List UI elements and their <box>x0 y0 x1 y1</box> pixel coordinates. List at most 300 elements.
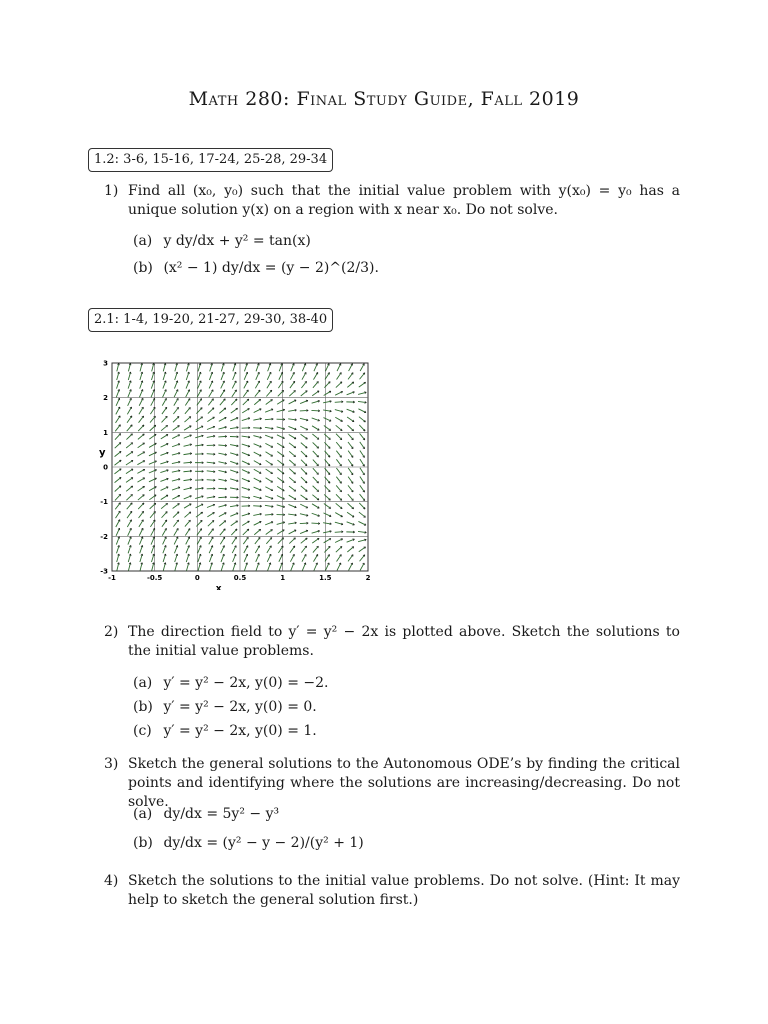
direction-arrow <box>127 520 131 527</box>
direction-arrow <box>244 546 248 553</box>
direction-arrow <box>139 389 142 397</box>
direction-arrow <box>255 537 260 544</box>
direction-arrow <box>184 426 191 430</box>
direction-arrow <box>312 495 319 500</box>
direction-arrow <box>336 451 341 458</box>
direction-arrow <box>313 468 319 474</box>
direction-arrow <box>336 503 342 508</box>
direction-arrow <box>358 409 366 413</box>
direction-arrow <box>254 478 261 482</box>
direction-arrow <box>325 554 330 561</box>
direction-arrow <box>127 416 132 423</box>
direction-arrow <box>347 512 354 517</box>
y-tick-label: 0 <box>103 463 108 472</box>
direction-arrow <box>242 470 250 473</box>
problem-4 <box>104 872 680 910</box>
direction-arrow <box>324 391 331 395</box>
direction-arrow <box>301 538 307 543</box>
direction-arrow <box>360 442 365 449</box>
direction-arrow <box>348 433 354 439</box>
direction-arrow <box>151 528 155 535</box>
direction-arrow <box>198 545 201 553</box>
problem-3 <box>104 755 680 812</box>
direction-arrow <box>314 364 317 372</box>
direction-arrow <box>232 537 237 544</box>
direction-arrow <box>126 486 133 491</box>
direction-arrow <box>149 487 156 491</box>
direction-arrow <box>209 381 213 389</box>
direction-arrow <box>348 373 353 380</box>
direction-arrow <box>220 529 225 535</box>
direction-arrow <box>313 372 317 379</box>
direction-arrow <box>219 417 226 421</box>
direction-arrow <box>139 511 144 518</box>
direction-arrow <box>360 468 365 475</box>
direction-arrow <box>116 528 119 536</box>
direction-arrow <box>138 443 145 448</box>
direction-arrow <box>359 417 366 422</box>
direction-arrow <box>220 390 224 397</box>
part-expression: dy/dx = (y² − y − 2)/(y² + 1) <box>163 835 364 851</box>
problem-text: Sketch the solutions to the initial value problems. Do not solve. (Hint: It may help to sketch the general solution first.) <box>128 873 680 908</box>
direction-arrow <box>289 451 295 456</box>
direction-arrow <box>162 416 168 422</box>
direction-arrow <box>126 469 133 474</box>
direction-arrow <box>173 520 178 527</box>
direction-arrow <box>277 400 284 404</box>
direction-arrow <box>161 495 168 499</box>
direction-arrow <box>360 450 365 457</box>
problem-2-part-b <box>133 698 317 716</box>
direction-arrow <box>149 434 156 439</box>
problem-2-part-c <box>133 722 317 740</box>
y-tick-label: -2 <box>100 532 108 541</box>
direction-arrow <box>126 460 133 465</box>
direction-arrow <box>149 470 157 473</box>
direction-arrow <box>266 390 272 396</box>
part-label: (b) <box>133 835 153 851</box>
direction-arrow <box>347 547 353 552</box>
direction-arrow <box>149 495 156 500</box>
direction-arrow <box>313 554 317 561</box>
direction-arrow <box>348 494 354 500</box>
direction-arrow <box>138 425 144 431</box>
direction-arrow <box>184 504 191 508</box>
direction-arrow <box>289 538 295 544</box>
direction-arrow <box>290 381 295 388</box>
direction-arrow <box>314 563 317 571</box>
direction-arrow <box>312 391 319 396</box>
direction-arrow <box>208 408 214 414</box>
direction-arrow <box>324 539 331 543</box>
direction-arrow <box>267 546 271 553</box>
direction-arrow <box>360 555 365 562</box>
direction-arrow <box>116 407 120 414</box>
direction-arrow <box>243 537 248 544</box>
direction-arrow <box>348 485 353 492</box>
part-label: (c) <box>133 723 152 739</box>
problem-text: Find all (x₀, y₀) such that the initial value problem with y(x₀) = y₀ has a unique solution y(x) on a region with x near x₀. Do not solve. <box>128 183 680 218</box>
direction-arrow <box>301 381 306 388</box>
part-expression: y′ = y² − 2x, y(0) = 1. <box>163 723 317 739</box>
direction-arrow <box>208 529 213 536</box>
direction-arrow <box>301 495 308 500</box>
direction-arrow <box>137 461 144 465</box>
direction-arrow <box>254 461 261 465</box>
direction-arrow <box>324 426 331 431</box>
direction-arrow <box>254 529 260 534</box>
direction-arrow <box>267 554 271 562</box>
direction-arrow <box>359 547 366 552</box>
part-label: (b) <box>133 260 153 276</box>
direction-arrow <box>161 434 168 438</box>
direction-arrow <box>149 443 156 447</box>
direction-arrow <box>115 477 122 482</box>
direction-arrow <box>162 520 167 527</box>
direction-arrow <box>126 494 132 500</box>
direction-arrow <box>173 504 180 509</box>
direction-arrow <box>349 364 353 371</box>
direction-arrow <box>336 425 342 430</box>
direction-arrow <box>151 398 155 405</box>
direction-arrow <box>323 418 331 422</box>
direction-arrow <box>266 529 273 534</box>
y-tick-label: -3 <box>100 567 108 576</box>
direction-arrow <box>301 391 307 396</box>
direction-arrow <box>323 513 331 517</box>
direction-arrow <box>277 452 284 457</box>
direction-arrow <box>151 537 154 545</box>
direction-arrow <box>360 459 365 466</box>
direction-arrow <box>116 520 120 527</box>
problem-1-part-b <box>133 259 379 277</box>
direction-arrow <box>348 468 353 475</box>
direction-arrow <box>277 435 285 439</box>
direction-arrow <box>313 486 319 492</box>
direction-arrow <box>127 511 132 518</box>
direction-arrow <box>348 477 353 484</box>
direction-arrow <box>126 434 132 440</box>
direction-arrow <box>139 407 143 414</box>
direction-arrow <box>289 390 295 396</box>
direction-arrow <box>139 537 142 545</box>
direction-arrow <box>197 537 201 544</box>
direction-arrow <box>149 478 157 482</box>
direction-arrow <box>289 443 296 448</box>
direction-arrow <box>162 407 167 414</box>
direction-arrow <box>174 528 178 535</box>
direction-arrow <box>359 425 365 431</box>
part-label: (a) <box>133 806 153 822</box>
direction-arrow <box>267 381 271 388</box>
direction-arrow <box>218 436 226 437</box>
direction-arrow <box>254 521 262 525</box>
direction-arrow <box>277 530 284 534</box>
direction-arrow <box>302 554 306 561</box>
direction-arrow <box>138 495 144 500</box>
direction-arrow <box>347 417 354 422</box>
direction-arrow <box>256 554 259 562</box>
direction-arrow <box>207 480 215 481</box>
problem-1-part-a <box>133 232 311 250</box>
direction-arrow <box>139 416 144 423</box>
direction-arrow <box>337 555 342 562</box>
direction-arrow <box>137 478 144 482</box>
part-label: (b) <box>133 699 153 715</box>
direction-arrow <box>244 381 248 388</box>
direction-arrow <box>301 451 307 457</box>
direction-arrow <box>208 520 214 526</box>
direction-arrow <box>115 442 121 448</box>
direction-arrow <box>336 468 341 475</box>
direction-arrow <box>174 398 178 405</box>
direction-arrow <box>255 546 259 553</box>
direction-arrow <box>255 390 260 397</box>
direction-arrow <box>277 460 284 465</box>
direction-arrow <box>359 503 365 509</box>
direction-arrow <box>207 454 215 455</box>
part-expression: (x² − 1) dy/dx = (y − 2)^(2/3). <box>163 260 379 276</box>
direction-arrow <box>254 399 260 404</box>
problem-number: 3) <box>104 756 119 772</box>
direction-arrow <box>139 520 143 527</box>
direction-arrow <box>290 372 294 379</box>
direction-arrow <box>336 477 341 484</box>
problem-text: Sketch the general solutions to the Autonomous ODE’s by finding the critical points and identifying where the solutions are increasing/decreasing. Do not solve. <box>128 756 680 810</box>
direction-arrow <box>290 554 294 561</box>
direction-arrow <box>197 390 201 397</box>
direction-arrow <box>137 469 144 473</box>
direction-arrow <box>301 468 307 474</box>
direction-arrow <box>232 390 237 397</box>
problem-number: 4) <box>104 873 119 889</box>
direction-arrow <box>173 407 178 414</box>
direction-arrow <box>289 469 295 475</box>
y-tick-label: 2 <box>103 394 108 403</box>
direction-arrow <box>289 486 296 491</box>
direction-arrow <box>360 364 364 371</box>
x-tick-label: 1.5 <box>319 574 332 582</box>
direction-arrow <box>221 546 225 554</box>
direction-arrow <box>184 512 190 517</box>
direction-arrow <box>126 443 133 448</box>
direction-arrow <box>336 459 341 466</box>
problem-3-part-b <box>133 834 364 852</box>
direction-arrow <box>289 477 295 482</box>
direction-arrow <box>277 496 285 500</box>
direction-arrow <box>196 504 204 508</box>
direction-arrow <box>312 504 319 508</box>
direction-arrow <box>360 476 365 483</box>
direction-arrow <box>348 459 353 466</box>
direction-arrow <box>335 513 342 517</box>
direction-arrow <box>115 434 121 440</box>
direction-arrow <box>313 460 319 466</box>
problem-2-part-a <box>133 674 329 692</box>
direction-arrow <box>115 486 121 492</box>
direction-arrow <box>265 443 272 447</box>
direction-arrow <box>116 398 119 406</box>
direction-arrow <box>161 503 167 508</box>
direction-arrow <box>208 399 213 406</box>
part-expression: y′ = y² − 2x, y(0) = 0. <box>163 699 317 715</box>
direction-arrow <box>301 443 307 448</box>
problem-text: The direction field to y′ = y² − 2x is plotted above. Sketch the solutions to the initial value problems. <box>128 624 680 659</box>
x-tick-label: 0.5 <box>233 574 247 582</box>
direction-arrow <box>348 442 353 449</box>
direction-arrow <box>277 469 284 474</box>
direction-arrow <box>185 520 190 526</box>
direction-arrow <box>126 478 133 483</box>
direction-arrow <box>231 521 238 526</box>
direction-arrow <box>289 435 296 439</box>
direction-arrow <box>209 537 213 544</box>
direction-arrow <box>254 452 261 456</box>
direction-arrow <box>207 512 214 517</box>
problem-3-part-a <box>133 805 279 823</box>
direction-arrow <box>336 485 341 491</box>
section-label-1-2: 1.2: 3-6, 15-16, 17-24, 25-28, 29-34 <box>88 148 333 172</box>
direction-arrow <box>116 416 121 423</box>
direction-arrow <box>209 390 213 397</box>
direction-arrow <box>185 407 190 413</box>
direction-arrow <box>301 434 308 439</box>
direction-arrow <box>266 537 272 543</box>
direction-arrow <box>173 416 179 422</box>
direction-arrow <box>325 364 329 372</box>
direction-arrow <box>359 382 366 387</box>
direction-arrow <box>127 503 132 509</box>
direction-arrow <box>313 442 319 448</box>
direction-arrow <box>313 546 318 552</box>
direction-arrow <box>139 398 143 405</box>
direction-arrow <box>277 443 284 448</box>
direction-arrow <box>231 529 237 535</box>
problem-2 <box>104 623 680 661</box>
direction-arrow <box>312 538 319 543</box>
direction-arrow <box>220 537 224 544</box>
direction-arrow <box>348 451 353 458</box>
direction-arrow <box>126 452 133 457</box>
direction-arrow <box>116 511 121 518</box>
direction-arrow <box>302 563 305 571</box>
direction-arrow <box>255 381 259 388</box>
direction-arrow <box>336 442 341 448</box>
direction-arrow <box>324 504 331 509</box>
direction-arrow <box>198 381 201 389</box>
direction-arrow <box>301 486 307 491</box>
direction-arrow <box>149 452 157 456</box>
direction-arrow <box>243 390 248 397</box>
y-tick-label: 3 <box>103 359 108 368</box>
direction-arrow <box>196 426 204 430</box>
direction-arrow <box>242 521 249 525</box>
direction-arrow <box>266 460 273 465</box>
part-expression: y′ = y² − 2x, y(0) = −2. <box>163 675 329 691</box>
y-axis-label: y <box>99 447 106 459</box>
x-axis-label: x <box>215 584 222 590</box>
direction-arrow <box>139 528 143 535</box>
direction-arrow <box>161 425 167 430</box>
part-label: (a) <box>133 675 153 691</box>
direction-arrow <box>138 503 144 509</box>
direction-arrow <box>207 417 214 422</box>
direction-arrow <box>151 389 154 397</box>
direction-arrow <box>277 486 284 491</box>
direction-arrow <box>301 477 307 483</box>
direction-arrow <box>266 469 273 474</box>
y-tick-label: 1 <box>103 428 108 437</box>
direction-arrow <box>138 486 145 491</box>
direction-arrow <box>161 444 169 448</box>
direction-arrow <box>185 398 190 405</box>
direction-arrow <box>302 372 306 379</box>
direction-arrow <box>174 537 178 545</box>
direction-arrow <box>219 408 225 413</box>
part-expression: dy/dx = 5y² − y³ <box>163 806 280 822</box>
direction-arrow <box>161 487 169 491</box>
direction-arrow <box>219 521 225 526</box>
direction-arrow <box>335 417 342 421</box>
direction-arrow <box>256 372 259 380</box>
direction-arrow <box>232 381 236 388</box>
direction-arrow <box>244 554 247 562</box>
x-tick-label: -0.5 <box>147 574 163 582</box>
direction-arrow <box>115 494 121 500</box>
y-tick-label: -1 <box>100 498 108 507</box>
direction-arrow <box>186 390 190 397</box>
direction-arrow <box>163 390 167 398</box>
direction-arrow <box>313 451 319 457</box>
direction-arrow <box>300 426 308 430</box>
direction-arrow <box>336 494 342 500</box>
direction-arrow <box>325 563 329 571</box>
direction-arrow <box>335 391 343 395</box>
direction-arrow <box>128 528 132 536</box>
direction-arrow <box>209 546 213 554</box>
direction-arrow <box>114 469 121 474</box>
direction-arrow <box>312 426 319 430</box>
direction-arrow <box>150 520 155 527</box>
x-tick-label: 1 <box>280 574 286 582</box>
direction-arrow <box>231 408 238 413</box>
direction-arrow <box>242 461 250 464</box>
direction-arrow <box>172 435 179 439</box>
direction-arrow <box>232 546 236 553</box>
direction-arrow <box>266 399 273 404</box>
direction-field-plot <box>96 355 386 590</box>
direction-arrow <box>313 381 318 387</box>
direction-arrow <box>127 407 131 414</box>
direction-arrow <box>186 537 190 544</box>
direction-arrow <box>196 512 203 517</box>
page-title: Math 280: Final Study Guide, Fall 2019 <box>188 88 580 110</box>
part-label: (a) <box>133 233 153 249</box>
direction-arrow <box>300 504 308 508</box>
direction-arrow <box>254 409 262 413</box>
x-tick-label: -1 <box>108 574 116 582</box>
direction-arrow <box>360 433 365 440</box>
direction-arrow <box>115 451 122 456</box>
direction-arrow <box>335 539 343 543</box>
direction-arrow <box>360 485 365 492</box>
direction-arrow <box>115 425 120 432</box>
x-tick-label: 0 <box>194 574 200 582</box>
direction-arrow <box>267 372 271 380</box>
direction-arrow <box>301 546 306 553</box>
direction-arrow <box>312 434 319 439</box>
direction-arrow <box>221 381 225 389</box>
